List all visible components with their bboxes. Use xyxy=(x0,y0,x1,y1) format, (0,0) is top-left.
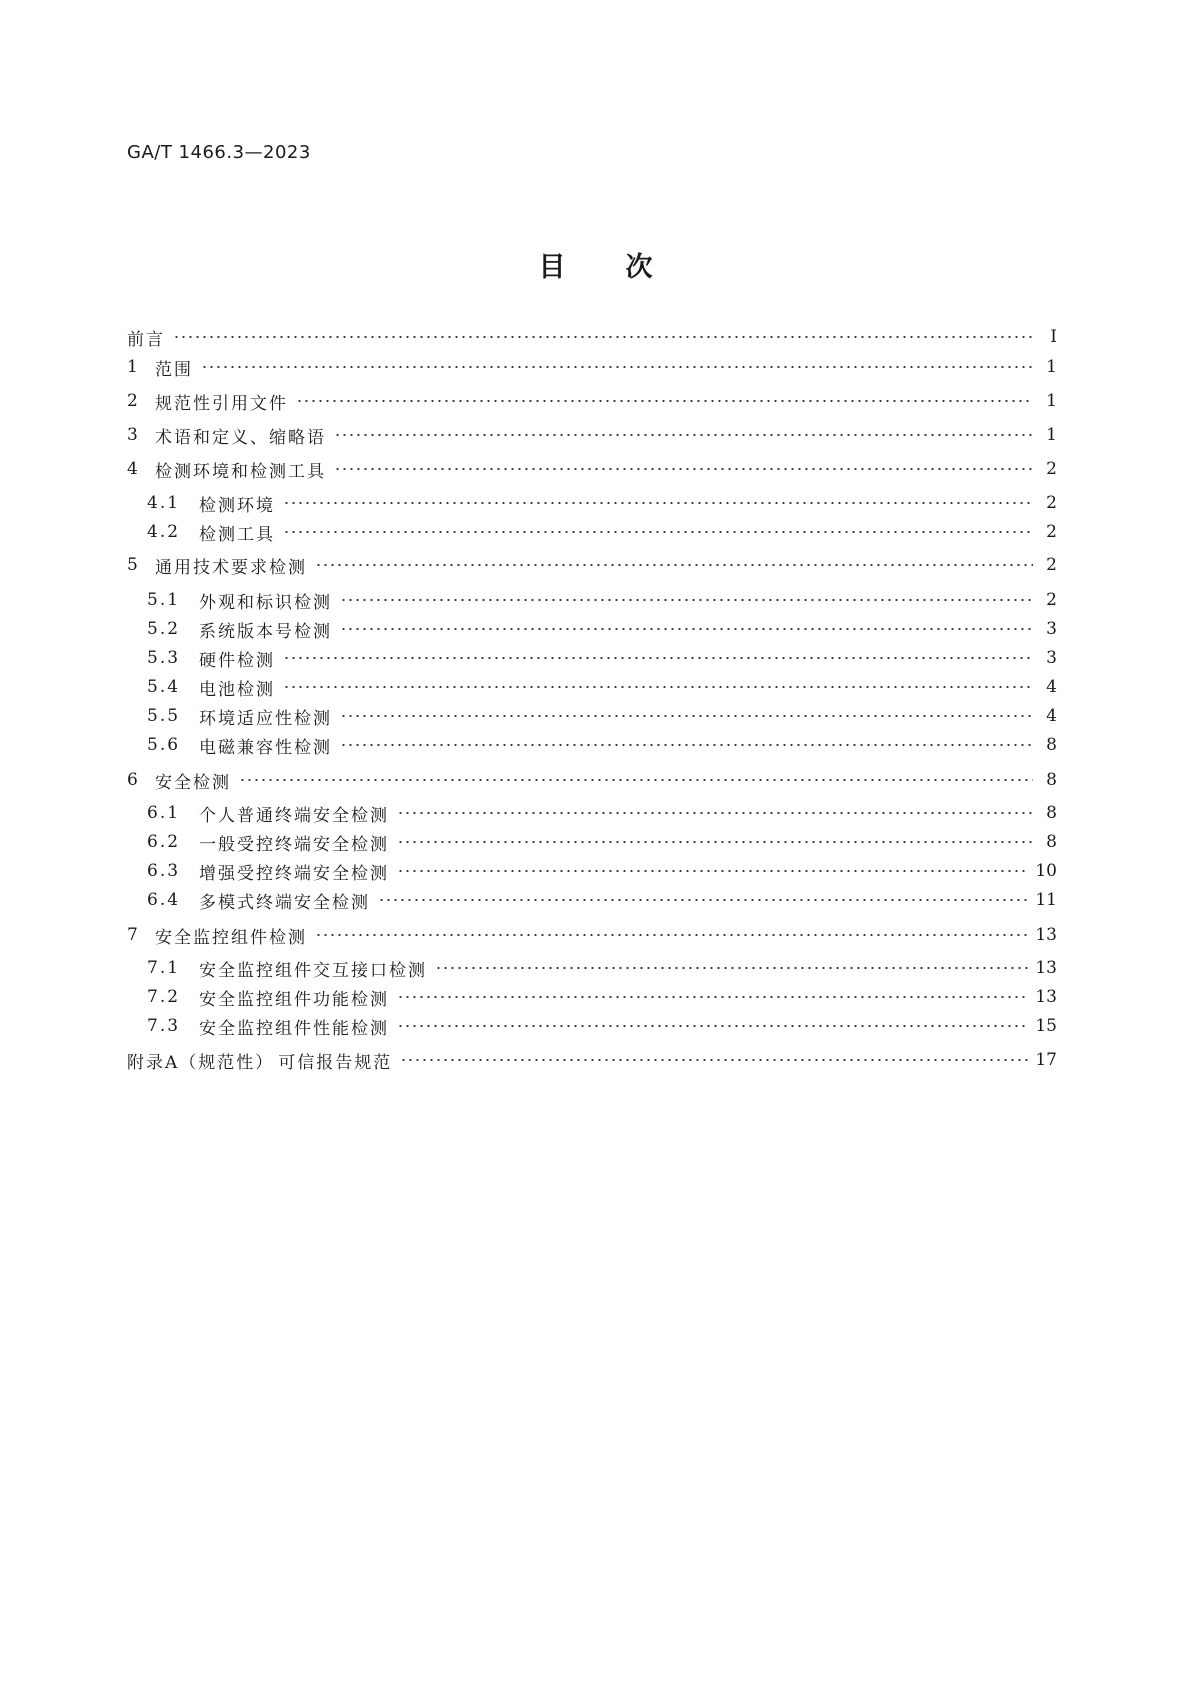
toc-item-number: 6.3 xyxy=(147,861,181,881)
dot-leader xyxy=(334,434,1033,436)
toc-item[interactable] xyxy=(127,457,1057,481)
toc-item-label: 术语和定义、缩略语 xyxy=(155,427,326,448)
toc-item[interactable] xyxy=(127,389,1057,413)
toc-item-number: 5 xyxy=(127,555,140,575)
toc-item-number: 1 xyxy=(127,357,140,377)
toc-item[interactable] xyxy=(127,553,1057,577)
toc-subitem[interactable] xyxy=(147,1014,1057,1038)
toc-item-page: 13 xyxy=(1035,987,1057,1007)
toc-item[interactable] xyxy=(127,923,1057,947)
dot-leader xyxy=(340,599,1033,601)
toc-item-page: 10 xyxy=(1035,861,1057,881)
dot-leader xyxy=(296,400,1033,402)
toc-item-label: 检测环境 xyxy=(199,495,275,516)
toc-item-page: 1 xyxy=(1046,357,1057,377)
toc-item-number: 7.2 xyxy=(147,987,181,1007)
toc-item-label: 电池检测 xyxy=(199,679,275,700)
toc-item-page: Ⅰ xyxy=(1050,327,1057,347)
toc-item-number: 7.3 xyxy=(147,1016,181,1036)
dot-leader xyxy=(334,468,1033,470)
dot-leader xyxy=(397,812,1033,814)
dot-leader xyxy=(201,366,1033,368)
toc-item-number: 4.2 xyxy=(147,522,181,542)
toc-item[interactable] xyxy=(127,423,1057,447)
toc-subitem[interactable] xyxy=(147,675,1057,699)
toc-item-label: 安全监控组件性能检测 xyxy=(199,1018,389,1039)
page-title: 目次 xyxy=(538,252,713,283)
toc-item-label: 检测工具 xyxy=(199,524,275,545)
toc-subitem[interactable] xyxy=(147,491,1057,515)
toc-item-label: 硬件检测 xyxy=(199,650,275,671)
dot-leader xyxy=(283,502,1033,504)
dot-leader xyxy=(397,870,1029,872)
toc-subitem[interactable] xyxy=(147,888,1057,912)
toc-item-page: 2 xyxy=(1046,493,1057,513)
toc-item-page: 3 xyxy=(1046,619,1057,639)
toc-item-label: 环境适应性检测 xyxy=(199,708,332,729)
toc-item-number: 2 xyxy=(127,391,140,411)
toc-item-page: 8 xyxy=(1046,735,1057,755)
toc-item-number: 6 xyxy=(127,770,140,790)
dot-leader xyxy=(397,996,1029,998)
toc-subitem[interactable] xyxy=(147,646,1057,670)
toc-item-page: 17 xyxy=(1035,1050,1057,1070)
dot-leader xyxy=(340,744,1033,746)
toc-item-number: 3 xyxy=(127,425,140,445)
toc-item-label: 通用技术要求检测 xyxy=(155,557,307,578)
toc-item-label: 多模式终端安全检测 xyxy=(199,892,370,913)
toc-item-label: 安全监控组件交互接口检测 xyxy=(199,960,427,981)
toc-item-page: 8 xyxy=(1046,770,1057,790)
dot-leader xyxy=(340,715,1033,717)
toc-item-page: 2 xyxy=(1046,590,1057,610)
toc-item-page: 4 xyxy=(1046,677,1057,697)
toc-item-label: 检测环境和检测工具 xyxy=(155,461,326,482)
toc-item-number: 5.4 xyxy=(147,677,181,697)
toc-subitem[interactable] xyxy=(147,985,1057,1009)
toc-item-label: 增强受控终端安全检测 xyxy=(199,863,389,884)
dot-leader xyxy=(435,967,1029,969)
toc-item-label: 范围 xyxy=(155,359,193,380)
dot-leader xyxy=(173,336,1033,338)
toc-item-page: 2 xyxy=(1046,459,1057,479)
toc-subitem[interactable] xyxy=(147,956,1057,980)
dot-leader xyxy=(397,1025,1029,1027)
dot-leader xyxy=(400,1059,1029,1061)
toc-item-label: 可信报告规范 xyxy=(278,1052,393,1073)
dot-leader xyxy=(378,899,1029,901)
toc-item-number: 6.2 xyxy=(147,832,181,852)
toc-item-page: 2 xyxy=(1046,522,1057,542)
dot-leader xyxy=(283,657,1033,659)
toc-item-preface[interactable] xyxy=(127,325,1057,349)
toc-subitem[interactable] xyxy=(147,859,1057,883)
document-code: GA/T 1466.3—2023 xyxy=(127,142,311,163)
toc-item[interactable] xyxy=(127,355,1057,379)
toc-item-label: 系统版本号检测 xyxy=(199,621,332,642)
toc-item-label: 一般受控终端安全检测 xyxy=(199,834,389,855)
toc-item-number: 6.1 xyxy=(147,803,181,823)
toc-subitem[interactable] xyxy=(147,801,1057,825)
toc-item-label: 规范性引用文件 xyxy=(155,393,288,414)
dot-leader xyxy=(397,841,1033,843)
toc-item-number: 4 xyxy=(127,459,140,479)
toc-item-number: 6.4 xyxy=(147,890,181,910)
toc-item-page: 13 xyxy=(1035,925,1057,945)
dot-leader xyxy=(239,779,1033,781)
toc-item-page: 15 xyxy=(1035,1016,1057,1036)
toc-item-page: 2 xyxy=(1046,555,1057,575)
toc-item-label: 安全监控组件功能检测 xyxy=(199,989,389,1010)
appendix-prefix: 附录A（规范性） xyxy=(127,1052,275,1073)
toc-item-label: 安全检测 xyxy=(155,772,231,793)
toc-item-page: 1 xyxy=(1046,391,1057,411)
toc-item-page: 3 xyxy=(1046,648,1057,668)
toc-item-number: 7.1 xyxy=(147,958,181,978)
toc-item-number: 5.2 xyxy=(147,619,181,639)
toc-item-page: 11 xyxy=(1035,890,1057,910)
toc-item-page: 1 xyxy=(1046,425,1057,445)
toc-subitem[interactable] xyxy=(147,733,1057,757)
toc-subitem[interactable] xyxy=(147,588,1057,612)
dot-leader xyxy=(340,628,1033,630)
toc-subitem[interactable] xyxy=(147,617,1057,641)
toc-subitem[interactable] xyxy=(147,520,1057,544)
toc-item-page: 4 xyxy=(1046,706,1057,726)
toc-item-number: 4.1 xyxy=(147,493,181,513)
toc-subitem[interactable] xyxy=(147,704,1057,728)
toc-item-label: 电磁兼容性检测 xyxy=(199,737,332,758)
toc-item[interactable] xyxy=(127,768,1057,792)
dot-leader xyxy=(315,934,1029,936)
toc-item-page: 8 xyxy=(1046,832,1057,852)
toc-item-label: 安全监控组件检测 xyxy=(155,927,307,948)
toc-item-page: 13 xyxy=(1035,958,1057,978)
toc-item-number: 7 xyxy=(127,925,140,945)
toc-subitem[interactable] xyxy=(147,830,1057,854)
toc-item-label: 个人普通终端安全检测 xyxy=(199,805,389,826)
toc-item-number: 5.5 xyxy=(147,706,181,726)
dot-leader xyxy=(283,686,1033,688)
toc-item-page: 8 xyxy=(1046,803,1057,823)
toc-item-appendix[interactable] xyxy=(127,1048,1057,1072)
toc-item-number: 5.6 xyxy=(147,735,181,755)
toc-item-number: 5.3 xyxy=(147,648,181,668)
toc-item-label: 外观和标识检测 xyxy=(199,592,332,613)
dot-leader xyxy=(283,531,1033,533)
toc-item-label: 前言 xyxy=(127,329,165,350)
dot-leader xyxy=(315,564,1033,566)
toc-item-number: 5.1 xyxy=(147,590,181,610)
